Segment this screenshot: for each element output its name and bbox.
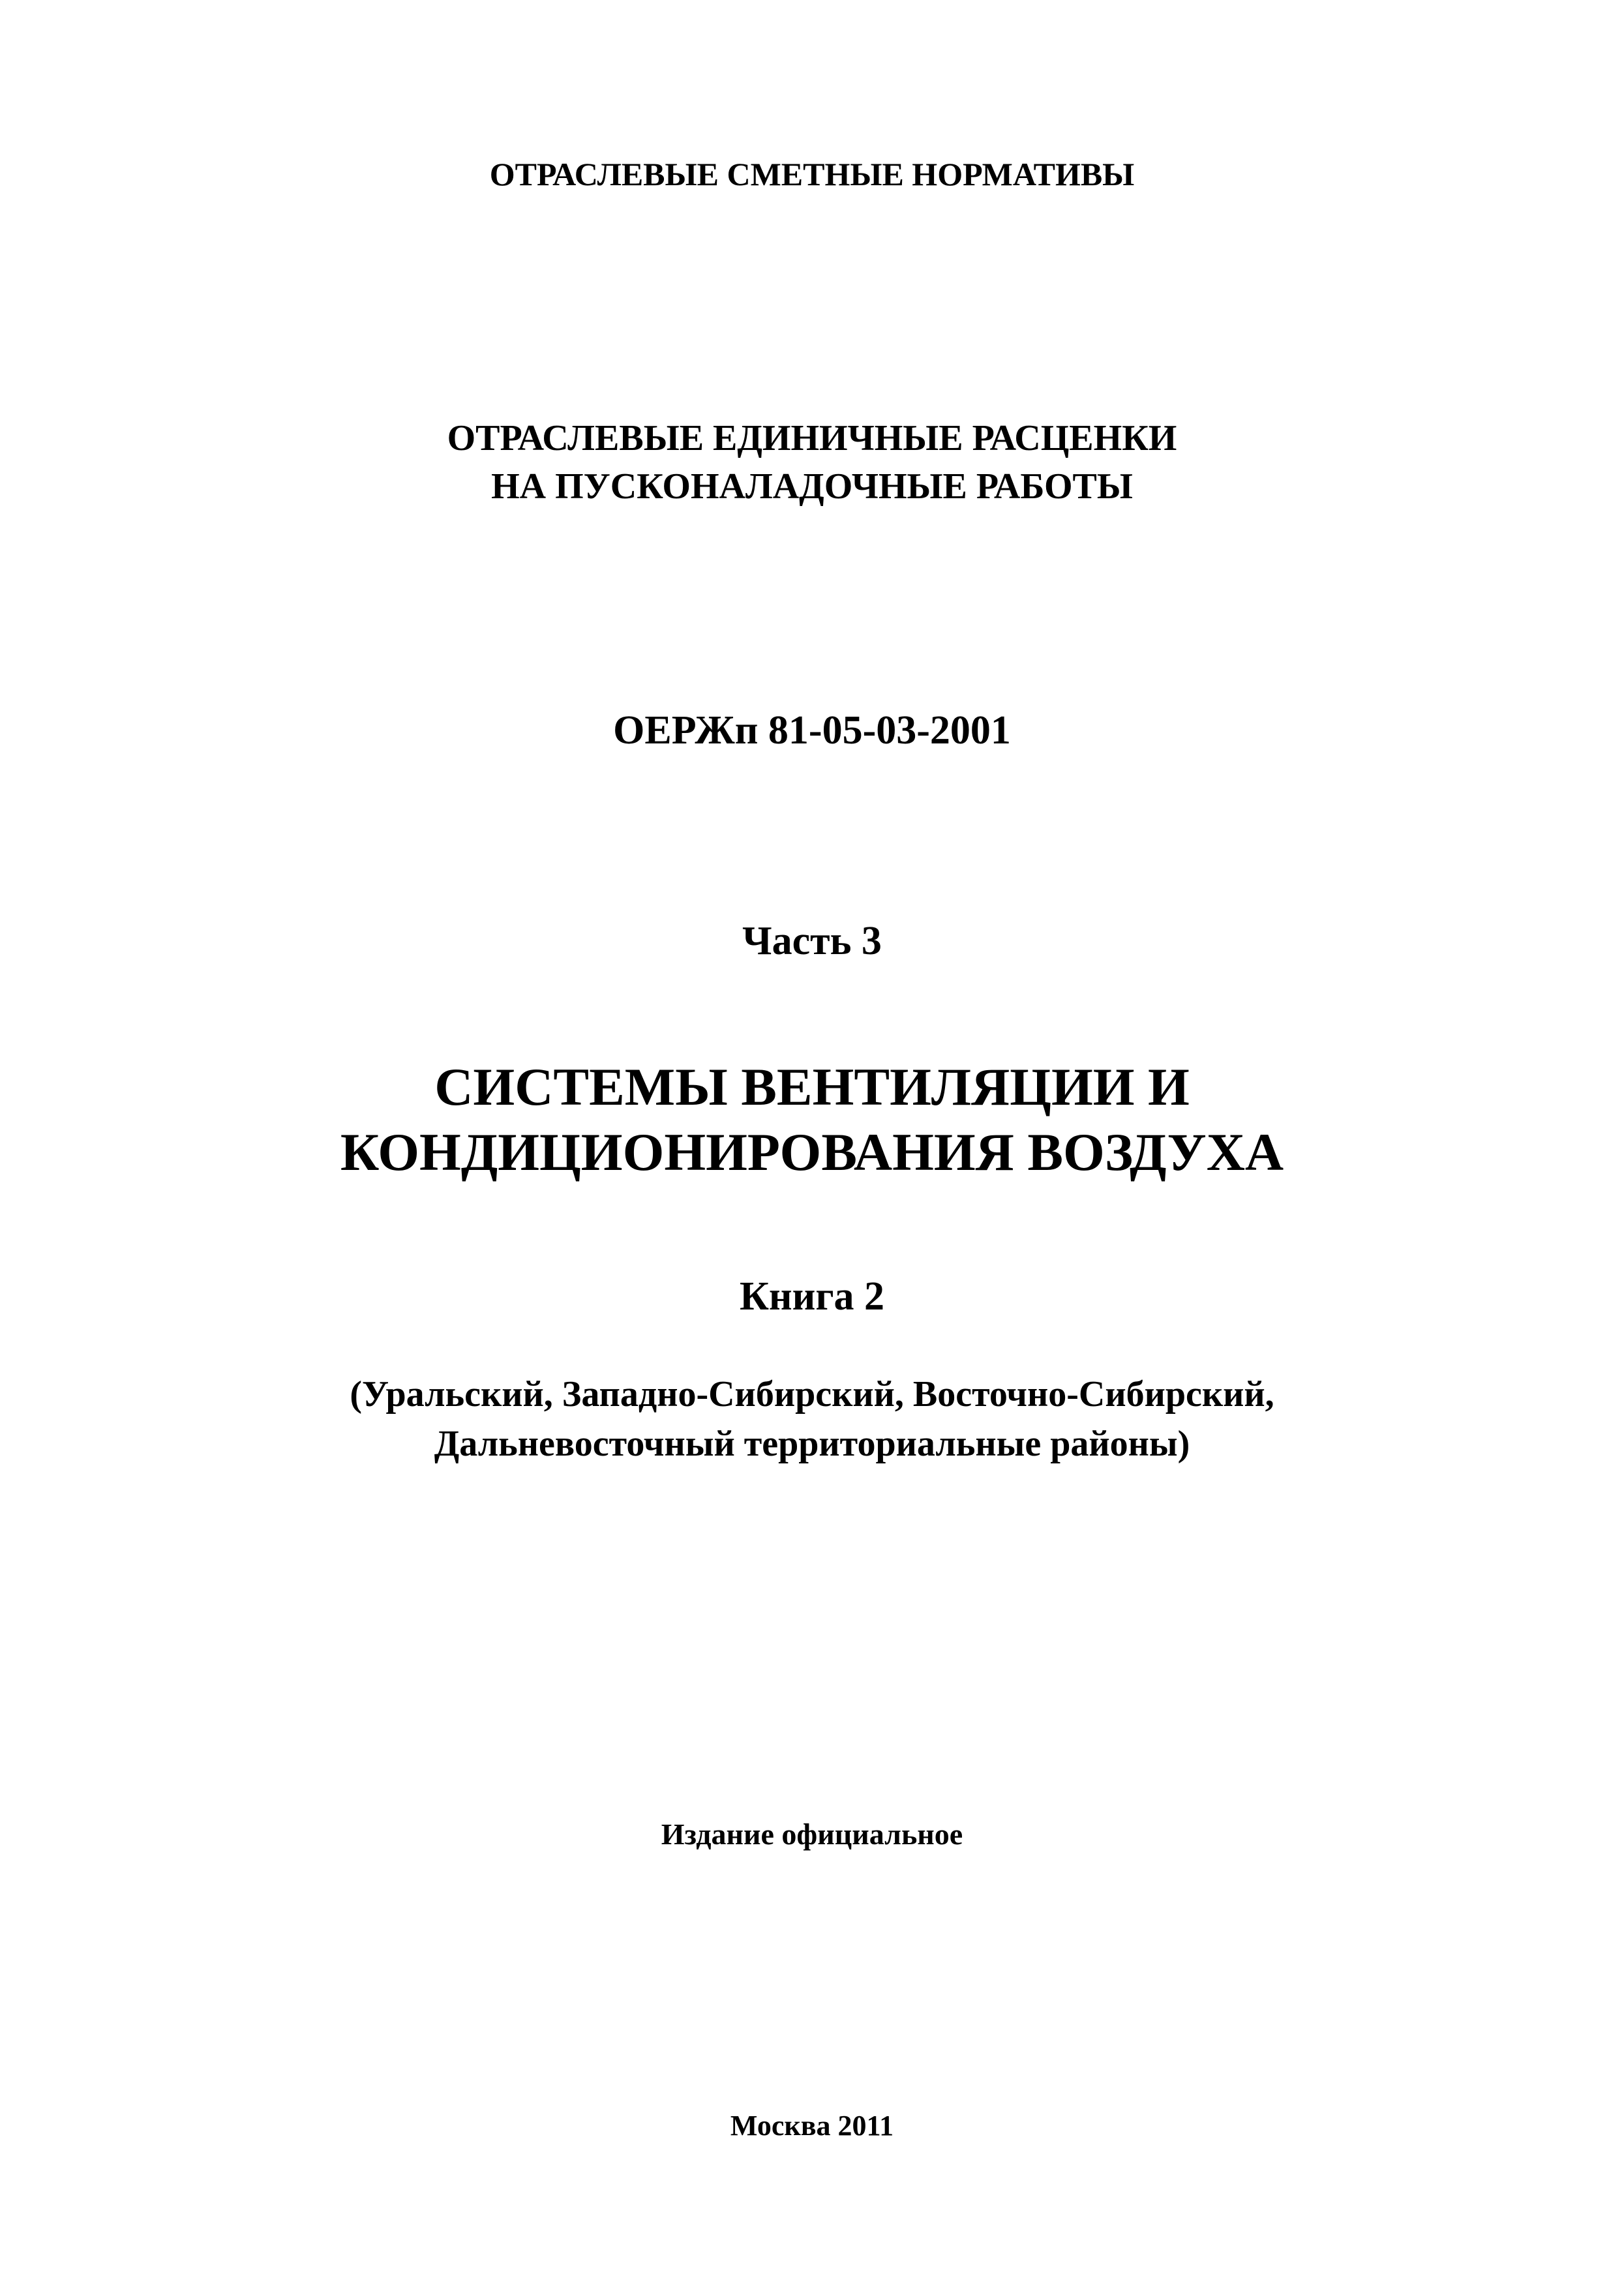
part-number: Часть 3 bbox=[742, 919, 882, 963]
regions-line-2: Дальневосточный территориальные районы) bbox=[434, 1424, 1190, 1464]
series-title: ОТРАСЛЕВЫЕ СМЕТНЫЕ НОРМАТИВЫ bbox=[489, 156, 1135, 192]
collection-title-line-1: ОТРАСЛЕВЫЕ ЕДИНИЧНЫЕ РАСЦЕНКИ bbox=[447, 418, 1177, 458]
book-number: Книга 2 bbox=[739, 1274, 885, 1319]
document-code: ОЕРЖп 81-05-03-2001 bbox=[613, 708, 1011, 753]
collection-title-line-2: НА ПУСКОНАЛАДОЧНЫЕ РАБОТЫ bbox=[491, 466, 1133, 507]
edition-label: Издание официальное bbox=[661, 1818, 963, 1851]
imprint-place-year: Москва 2011 bbox=[730, 2110, 894, 2142]
subject-title-line-1: СИСТЕМЫ ВЕНТИЛЯЦИИ И bbox=[434, 1057, 1190, 1116]
subject-title-line-2: КОНДИЦИОНИРОВАНИЯ ВОЗДУХА bbox=[340, 1122, 1284, 1182]
regions-line-1: (Уральский, Западно-Сибирский, Восточно-Сибирский, bbox=[350, 1374, 1274, 1414]
